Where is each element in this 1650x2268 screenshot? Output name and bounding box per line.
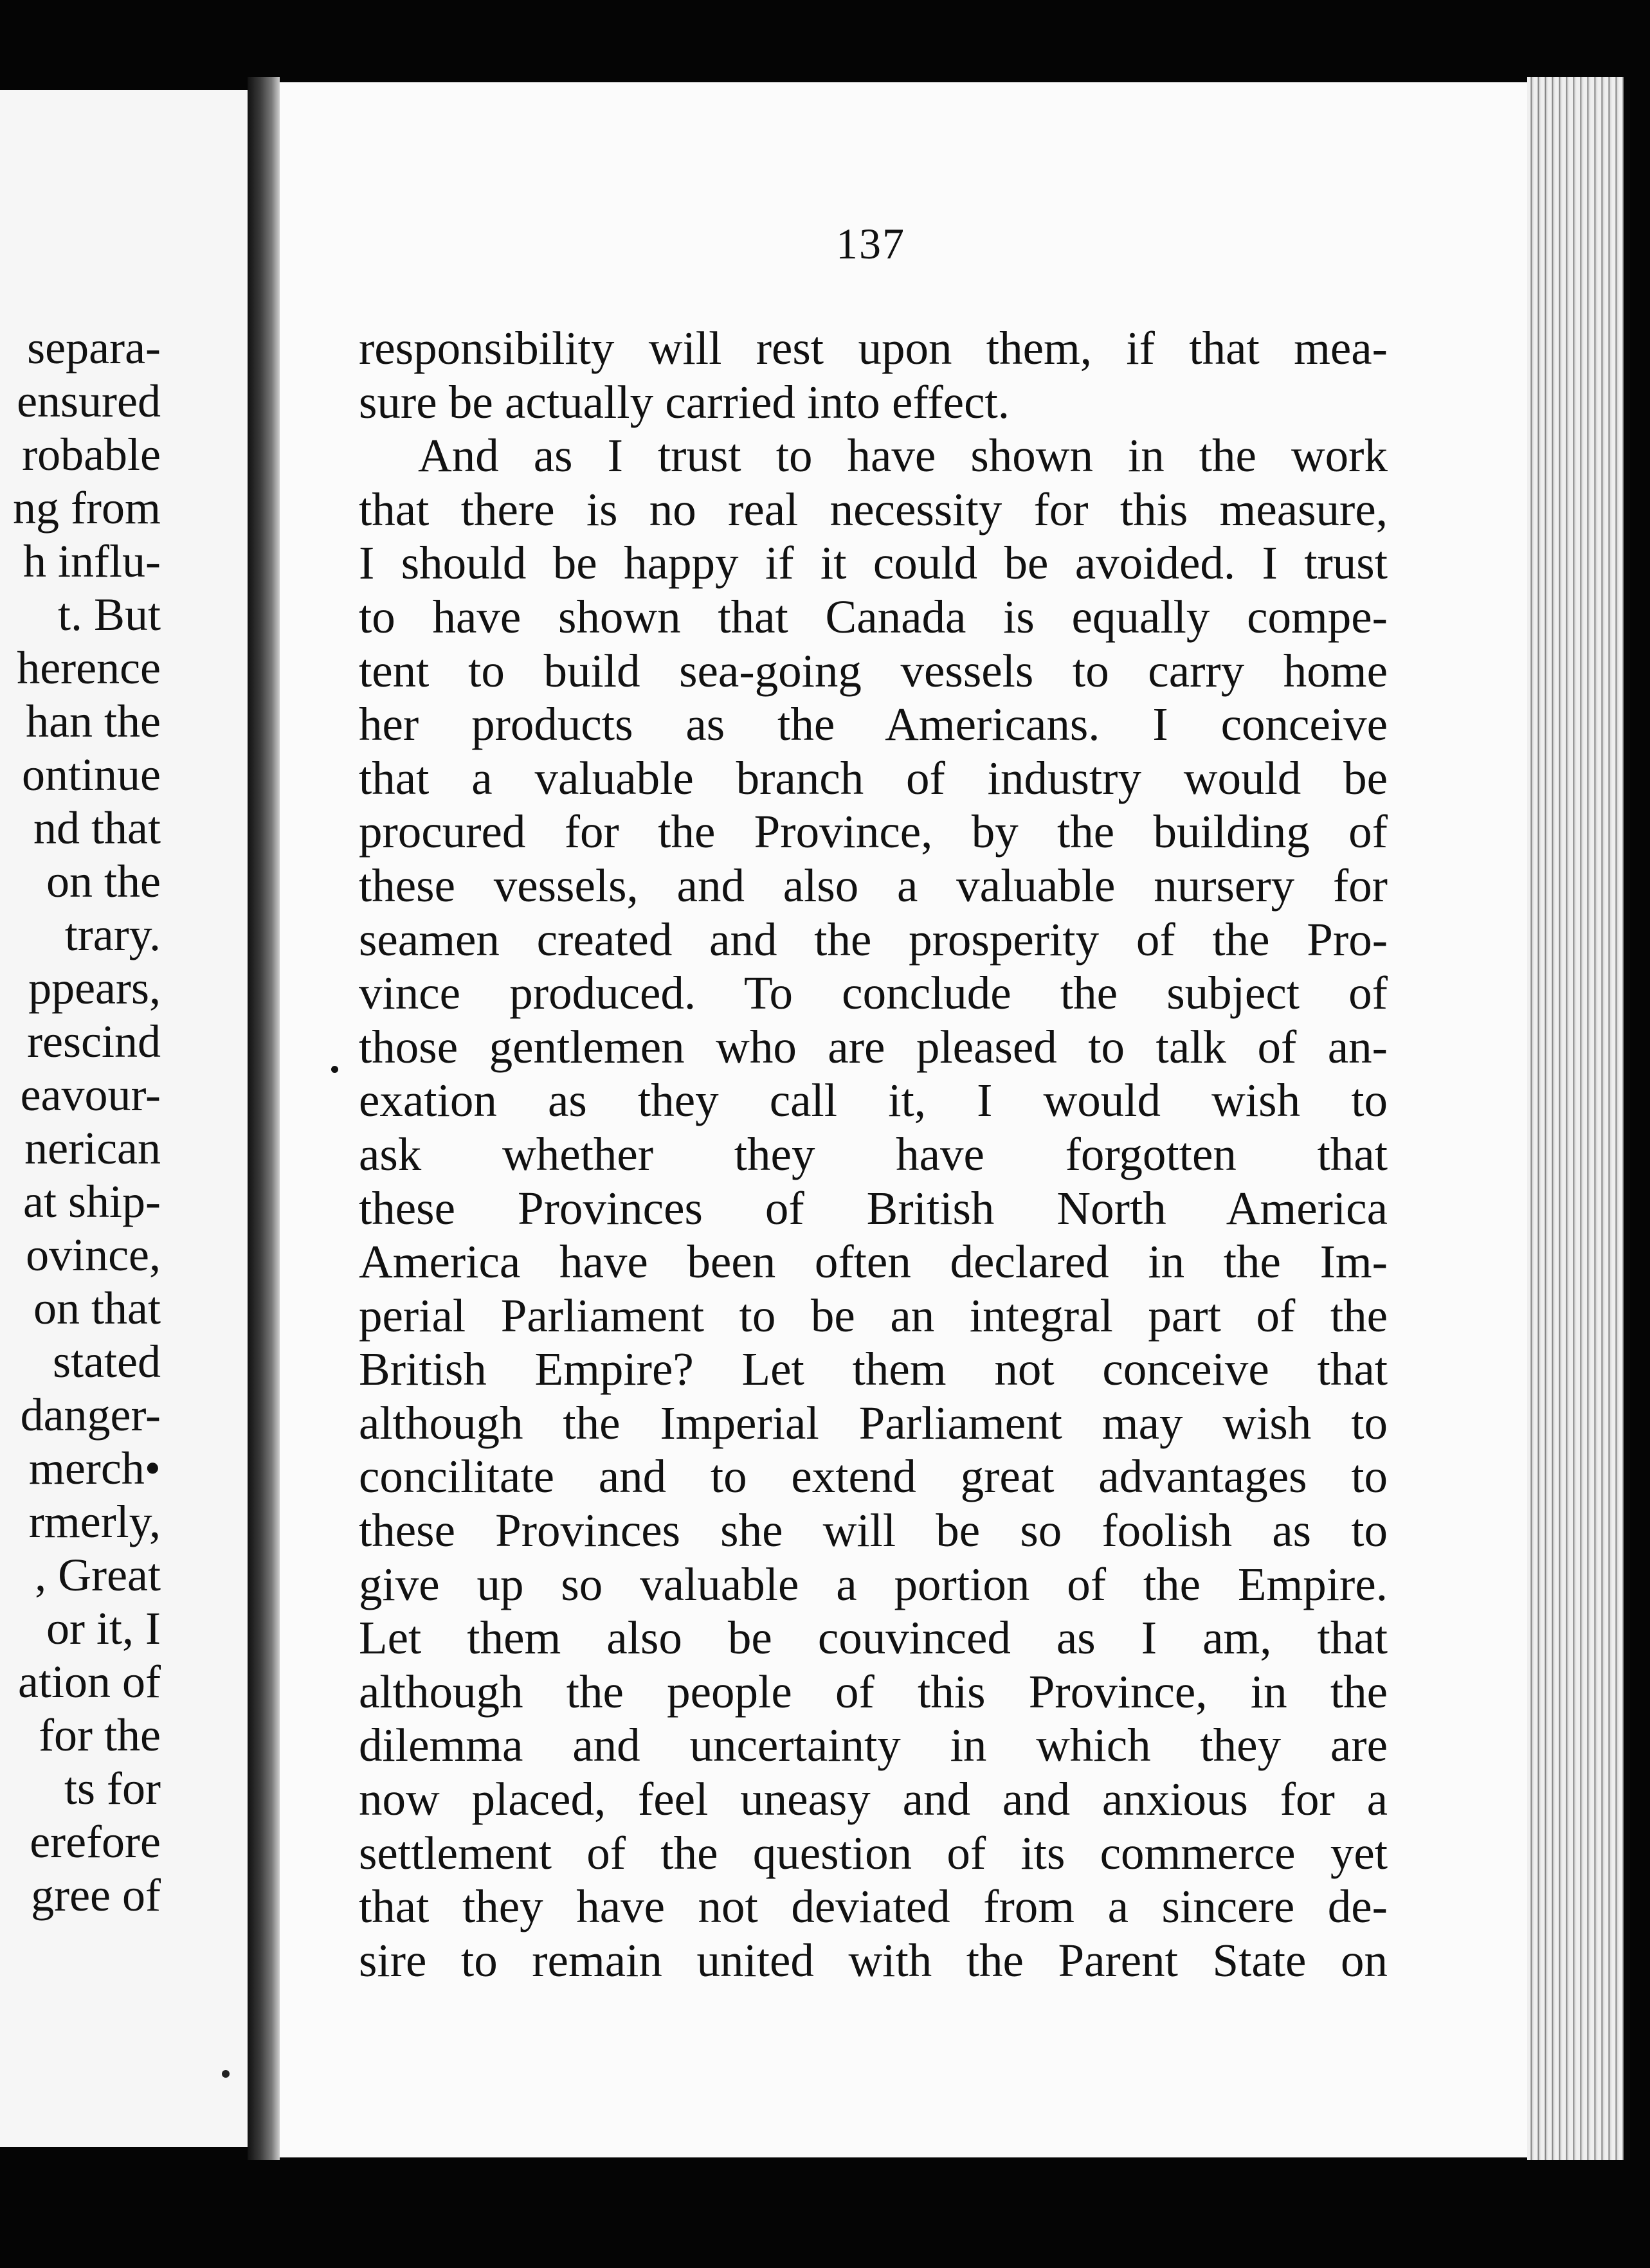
text-line: these Provinces of British North America — [359, 1182, 1388, 1234]
text-line: that a valuable branch of industry would be — [359, 752, 1388, 804]
text-line: that there is no real necessity for this measure, — [359, 483, 1388, 536]
left-line: nd that — [33, 802, 161, 854]
text-line: vince produced. To conclude the subject of — [359, 967, 1388, 1020]
text-line: Let them also be couvinced as I am, that — [359, 1612, 1388, 1664]
left-line: h influ- — [23, 536, 161, 587]
left-page — [0, 90, 248, 2147]
left-line: ontinue — [22, 749, 161, 800]
text-line: settlement of the question of its commerce yet — [359, 1826, 1388, 1879]
text-line: that they have not deviated from a sincere de- — [359, 1880, 1388, 1933]
text-line: those gentlemen who are pleased to talk of an- — [359, 1020, 1388, 1073]
left-line: nerican — [24, 1122, 161, 1174]
left-page-text — [0, 321, 161, 1922]
left-line: herence — [17, 642, 161, 694]
left-line: ovince, — [26, 1229, 161, 1281]
page-edges — [1527, 77, 1624, 2160]
left-line: or it, I — [46, 1603, 161, 1654]
text-line: exation as they call it, I would wish to — [359, 1074, 1388, 1127]
text-line: I should be happy if it could be avoided. I trust — [359, 537, 1388, 590]
left-line: eavour- — [20, 1069, 161, 1120]
text-line: seamen created and the prosperity of the Pro- — [359, 913, 1388, 966]
text-line: And as I trust to have shown in the work — [418, 429, 1388, 482]
left-line: t. But — [57, 589, 161, 640]
text-line: British Empire? Let them not conceive that — [359, 1343, 1388, 1396]
text-line: responsibility will rest upon them, if that mea- — [359, 322, 1388, 374]
left-line: gree of — [31, 1869, 161, 1921]
ink-dot — [222, 2070, 230, 2078]
text-line: these vessels, and also a valuable nursery for — [359, 859, 1388, 912]
left-line: rescind — [27, 1016, 161, 1067]
text-line: tent to build sea-going vessels to carry home — [359, 644, 1388, 697]
left-line: , Great — [35, 1549, 161, 1601]
left-line: at ship- — [23, 1176, 161, 1227]
left-line: ppears, — [28, 962, 161, 1014]
text-line: to have shown that Canada is equally compe- — [359, 590, 1388, 643]
text-line: ask whether they have forgotten that — [359, 1128, 1388, 1180]
left-line: trary. — [64, 909, 161, 960]
left-line: han the — [26, 696, 161, 747]
left-line: danger- — [20, 1389, 161, 1441]
left-line: ng from — [13, 482, 161, 534]
text-line: sire to remain united with the Parent State on — [359, 1934, 1388, 1986]
text-line: concilitate and to extend great advantages to — [359, 1450, 1388, 1503]
left-line: erefore — [30, 1816, 161, 1868]
left-line: stated — [53, 1336, 161, 1387]
text-line: now placed, feel uneasy and and anxious for a — [359, 1773, 1388, 1826]
left-line: ensured — [17, 375, 161, 427]
left-line: for the — [39, 1709, 161, 1761]
text-line: perial Parliament to be an integral part of the — [359, 1289, 1388, 1342]
book-gutter — [248, 77, 280, 2160]
left-line: ts for — [64, 1763, 161, 1814]
left-line: robable — [22, 429, 161, 480]
left-line: on that — [33, 1282, 161, 1334]
left-line: separa- — [27, 322, 161, 374]
body-text — [359, 321, 1388, 1987]
text-line: her products as the Americans. I conceive — [359, 698, 1388, 751]
text-line: procured for the Province, by the building of — [359, 806, 1388, 858]
text-line: dilemma and uncertainty in which they are — [359, 1719, 1388, 1772]
page-number: 137 — [836, 219, 905, 268]
text-line: sure be actually carried into effect. — [359, 375, 1010, 428]
text-line: these Provinces she will be so foolish as to — [359, 1504, 1388, 1557]
left-line: ation of — [18, 1656, 161, 1707]
text-line: give up so valuable a portion of the Empire. — [359, 1558, 1388, 1610]
left-line: rmerly, — [28, 1496, 161, 1547]
margin-mark — [331, 1066, 338, 1073]
text-line: although the Imperial Parliament may wish to — [359, 1396, 1388, 1449]
left-line: merch• — [28, 1443, 161, 1494]
text-line: America have been often declared in the Im- — [359, 1236, 1388, 1288]
left-line: on the — [46, 856, 161, 907]
text-line: although the people of this Province, in the — [359, 1665, 1388, 1718]
